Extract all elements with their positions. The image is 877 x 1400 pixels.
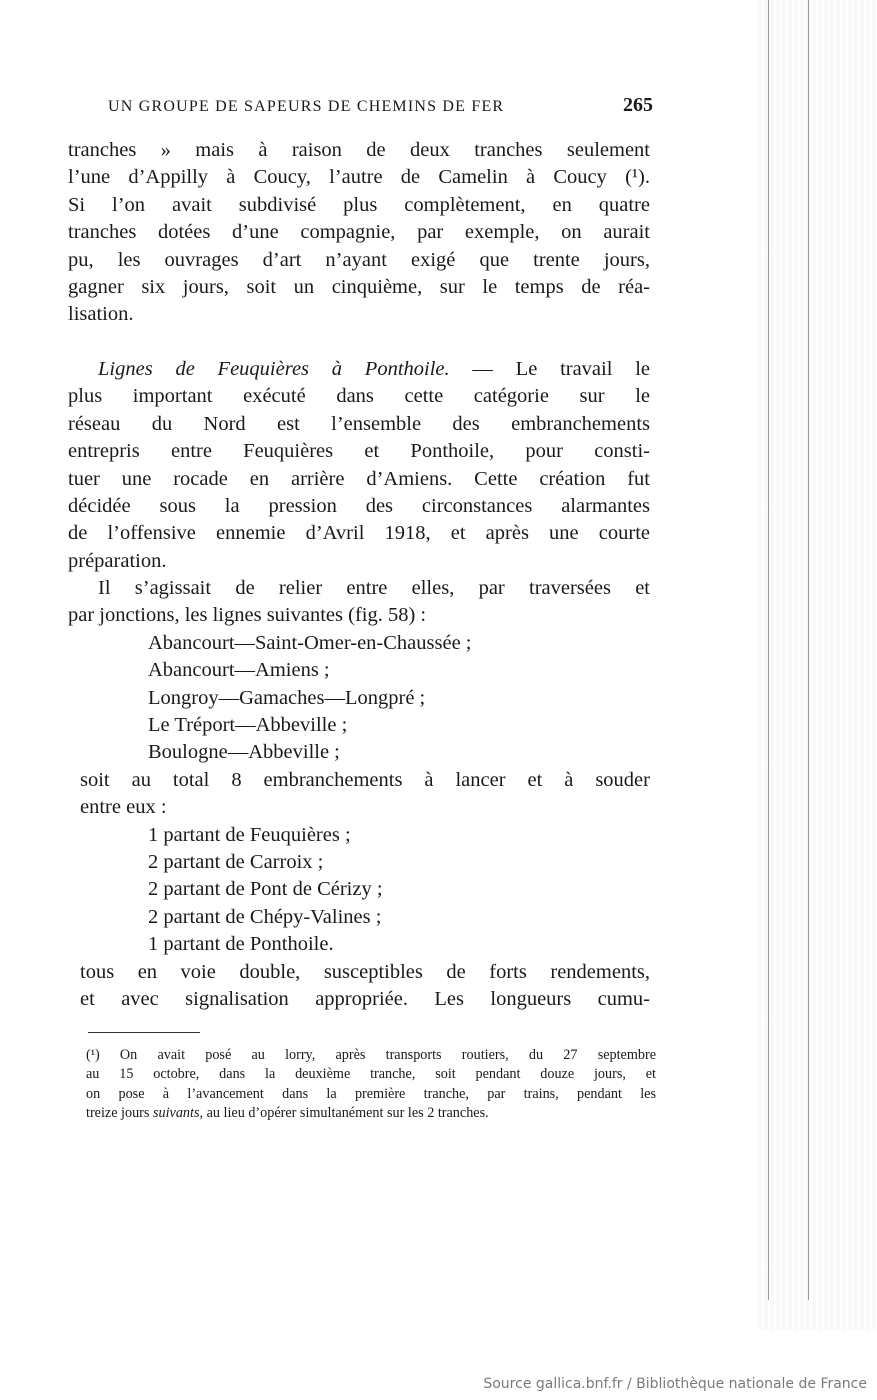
- text-line: lisation.: [68, 303, 134, 326]
- section-heading: Lignes de Feuquières à Ponthoile.: [98, 358, 450, 380]
- page-edge-shading: [757, 0, 877, 1330]
- list-item: 1 partant de Feuquières ;: [148, 823, 351, 846]
- text-line: tranches » mais à raison de deux tranches seulement: [68, 139, 650, 161]
- text-line: réseau du Nord est l’ensemble des embranchements: [68, 412, 650, 435]
- running-title: UN GROUPE DE SAPEURS DE CHEMINS DE FER: [108, 98, 505, 115]
- text-line: tous en voie double, susceptibles de forts rendements,: [80, 960, 650, 983]
- text-line: Il s’agissait de relier entre elles, par traversées et: [98, 577, 650, 599]
- list-item: Abancourt—Amiens ;: [148, 659, 330, 682]
- list-item: Boulogne—Abbeville ;: [148, 741, 340, 764]
- footnote-rule: [88, 1032, 200, 1033]
- page-edge-line: [808, 0, 809, 1300]
- text-line: Si l’on avait subdivisé plus complètement, en quatre: [68, 193, 650, 216]
- paragraph-lines: [68, 575, 650, 1014]
- paragraph-continuation: [68, 137, 650, 329]
- text-line: pu, les ouvrages d’art n’ayant exigé que trente jours,: [68, 248, 650, 271]
- footnote-line: on pose à l’avancement dans la première tranche, par trains, pendant les: [86, 1085, 656, 1102]
- text-span-italic: suivants: [152, 1105, 200, 1122]
- text-line: par jonctions, les lignes suivantes (fig. 58) :: [68, 604, 427, 627]
- text-line: soit au total 8 embranchements à lancer et à souder: [80, 768, 650, 791]
- text-line: tuer une rocade en arrière d’Amiens. Cette création fut: [68, 467, 650, 490]
- text-line: tranches dotées d’une compagnie, par exemple, on aurait: [68, 221, 650, 244]
- text-line: plus important exécuté dans cette catégorie sur le: [68, 385, 650, 408]
- list-item: 2 partant de Chépy-Valines ;: [148, 905, 382, 928]
- text-line: et avec signalisation appropriée. Les longueurs cumu-: [80, 988, 650, 1011]
- footnote-line: (¹) On avait posé au lorry, après transports routiers, du 27 septembre: [86, 1047, 656, 1063]
- list-item: Le Tréport—Abbeville ;: [148, 714, 348, 737]
- source-credit: Source gallica.bnf.fr / Bibliothèque nationale de France: [483, 1376, 867, 1392]
- list-item: 2 partant de Pont de Cérizy ;: [148, 878, 383, 901]
- list-item: 2 partant de Carroix ;: [148, 851, 324, 874]
- paragraph-feuquieres: [68, 356, 650, 575]
- text-span: — Le travail le: [449, 358, 650, 380]
- text-span: treize jours: [86, 1105, 153, 1122]
- footnote-line: [86, 1104, 656, 1123]
- text-line: préparation.: [68, 549, 167, 572]
- list-item: Longroy—Gamaches—Longpré ;: [148, 686, 426, 709]
- text-line: l’une d’Appilly à Coucy, l’autre de Camelin à Coucy (¹).: [68, 166, 650, 189]
- text-line: gagner six jours, soit un cinquième, sur le temps de réa-: [68, 276, 650, 299]
- page-number: 265: [623, 94, 653, 116]
- text-line: de l’offensive ennemie d’Avril 1918, et après une courte: [68, 522, 650, 545]
- footnote-line: au 15 octobre, dans la deuxième tranche, soit pendant douze jours, et: [86, 1066, 656, 1083]
- page-edge-line: [768, 0, 769, 1300]
- running-header: [108, 94, 653, 117]
- text-span: , au lieu d’opérer simultanément sur les 2 tranches.: [199, 1105, 489, 1122]
- paragraph-first-line: [68, 356, 650, 383]
- list-item: Abancourt—Saint-Omer-en-Chaussée ;: [148, 631, 472, 654]
- footnote: [86, 1046, 656, 1124]
- list-item: 1 partant de Ponthoile.: [148, 933, 334, 956]
- text-line: décidée sous la pression des circonstances alarmantes: [68, 495, 650, 518]
- text-line: entrepris entre Feuquières et Ponthoile, pour consti-: [68, 440, 650, 463]
- text-line: entre eux :: [80, 796, 167, 819]
